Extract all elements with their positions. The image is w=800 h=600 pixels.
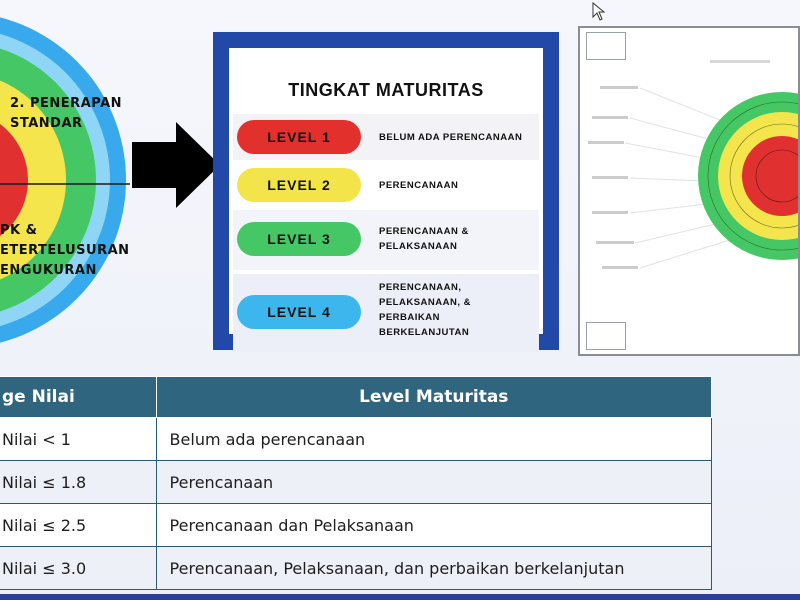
- table-header-row: [0, 377, 712, 418]
- level-3-pill: LEVEL 3: [237, 222, 361, 256]
- label-pk-line-2: ETERTELUSURAN: [0, 243, 130, 258]
- maturity-title: TINGKAT MATURITAS: [288, 80, 484, 100]
- table-row: [0, 461, 712, 504]
- table-row: [0, 547, 712, 590]
- thumb-label-placeholders: [588, 86, 638, 269]
- level-4-description: PERENCANAAN, PELAKSANAAN, & PERBAIKAN BERKELANJUTAN: [379, 282, 471, 338]
- thumb-title-placeholder: [710, 60, 770, 63]
- diagram-thumbnail: [578, 26, 800, 356]
- cell-range: Nilai ≤ 2.5: [0, 504, 156, 547]
- label-pk-line-3: ENGUKURAN: [0, 263, 97, 278]
- mouse-cursor-icon: [592, 2, 608, 22]
- header-range: ge Nilai: [0, 377, 156, 418]
- cell-range: Nilai ≤ 1.8: [0, 461, 156, 504]
- label-penerapan-line-1: 2. PENERAPAN: [10, 96, 123, 111]
- level-4-pill: LEVEL 4: [237, 295, 361, 329]
- header-level: Level Maturitas: [156, 377, 711, 418]
- cell-level: Perencanaan dan Pelaksanaan: [156, 504, 711, 547]
- bottom-bar: [0, 594, 800, 600]
- cell-range: Nilai < 1: [0, 418, 156, 461]
- level-2-description: PERENCANAAN: [379, 180, 459, 191]
- level-row-1: [233, 114, 539, 160]
- arrow-right-icon: [132, 122, 220, 208]
- label-penerapan-line-2: STANDAR: [10, 116, 83, 131]
- label-pk-line-1: PK &: [0, 223, 38, 238]
- level-3-description: PERENCANAAN & PELAKSANAAN: [379, 226, 469, 252]
- maturity-card-body: [229, 48, 543, 338]
- cell-range: Nilai ≤ 3.0: [0, 547, 156, 590]
- level-row-4: [233, 274, 539, 352]
- thumbnail-target-rings: [580, 28, 798, 354]
- cell-level: Belum ada perencanaan: [156, 418, 711, 461]
- maturity-range-table: [0, 376, 712, 590]
- cell-level: Perencanaan, Pelaksanaan, dan perbaikan berkelanjutan: [156, 547, 711, 590]
- table-row: [0, 418, 712, 461]
- level-2-pill: LEVEL 2: [237, 168, 361, 202]
- target-rings: [0, 0, 130, 360]
- maturity-levels-card: [213, 32, 559, 350]
- level-row-3: [233, 210, 539, 270]
- level-1-pill: LEVEL 1: [237, 120, 361, 154]
- cell-level: Perencanaan: [156, 461, 711, 504]
- table-row: [0, 504, 712, 547]
- maturity-target-diagram: [0, 0, 130, 360]
- level-row-2: [233, 162, 539, 208]
- level-1-description: BELUM ADA PERENCANAAN: [379, 132, 523, 143]
